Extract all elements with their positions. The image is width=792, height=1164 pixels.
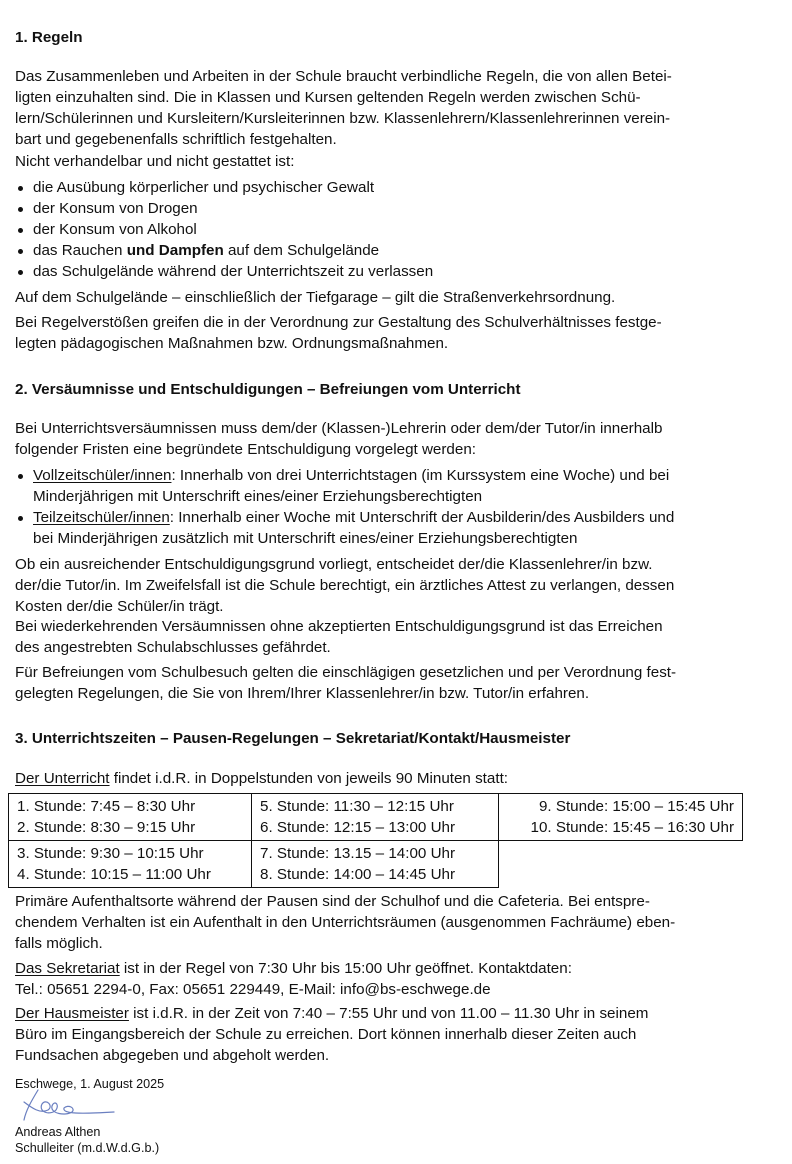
deadline-list xyxy=(15,465,755,549)
table-cell: 5. Stunde: 11:30 – 12:15 Uhr 6. Stunde: 12:15 – 13:00 Uhr xyxy=(252,794,499,841)
decision-text: Ob ein ausreichender Entschuldigungsgrund vorliegt, entscheidet der/die Klassenlehrer/in bzw. der/die Tutor/in. Im Zweifelsfall ist die Schule berechtigt, ein ärztliches Attest zu verlangen, dessen Kosten der/die Schüler/in trägt. xyxy=(15,556,675,615)
empty-cell xyxy=(499,841,743,888)
table-cell: 1. Stunde: 7:45 – 8:30 Uhr 2. Stunde: 8:30 – 9:15 Uhr xyxy=(9,794,252,841)
list-item: der Konsum von Drogen xyxy=(15,198,755,219)
table-row xyxy=(9,794,743,841)
section-1-heading: 1. Regeln xyxy=(15,29,83,46)
text-line: Das Zusammenleben und Arbeiten in der Schule braucht verbindliche Regeln, die von allen Betei- xyxy=(15,68,672,85)
table-cell: 7. Stunde: 13.15 – 14:00 Uhr 8. Stunde: 14:00 – 14:45 Uhr xyxy=(252,841,499,888)
table-row xyxy=(9,841,743,888)
traffic-rule-text: Auf dem Schulgelände – einschließlich der Tiefgarage – gilt die Straßenverkehrsordnung. xyxy=(15,289,616,306)
violations-text: Bei Regelverstößen greifen die in der Verordnung zur Gestaltung des Schulverhältnisses festge- legten pädagogischen Maßnahmen bzw. Ordnungsmaßnahmen. xyxy=(15,314,662,352)
signer-name: Andreas Althen xyxy=(15,1125,101,1139)
section-1-intro xyxy=(15,66,755,150)
office-contact: Tel.: 05651 2294-0, Fax: 05651 229449, E-Mail: info@bs-eschwege.de xyxy=(15,981,491,998)
list-item: der Konsum von Alkohol xyxy=(15,219,755,240)
section-3-heading: 3. Unterrichtszeiten – Pausen-Regelungen – Sekretariat/Kontakt/Hausmeister xyxy=(15,730,571,747)
signer-title: Schulleiter (m.d.W.d.G.b.) xyxy=(15,1141,160,1155)
text-line: lern/Schülerinnen und Kursleitern/Kursleiterinnen bzw. Klassenlehrern/Klassenlehrerinnen verein- xyxy=(15,110,671,127)
table-cell: 9. Stunde: 15:00 – 15:45 Uhr 10. Stunde: 15:45 – 16:30 Uhr xyxy=(499,794,743,841)
exemption-text: Für Befreiungen vom Schulbesuch gelten die einschlägigen gesetzlichen und per Verordnung fest- gelegten Regelungen, die Sie von Ihrem/Ihrer Klassenlehrer/in bzw. Tutor/in erfahren. xyxy=(15,664,677,702)
list-item: Teilzeitschüler/innen: Innerhalb einer Woche mit Unterschrift der Ausbilderin/des Ausbilders und bei Minderjährigen zusätzlich mit Unterschrift eines/einer Erziehungsberechtigten xyxy=(15,507,755,549)
table-cell: 3. Stunde: 9:30 – 10:15 Uhr 4. Stunde: 10:15 – 11:00 Uhr xyxy=(9,841,252,888)
not-allowed-list xyxy=(15,177,755,282)
not-allowed-label: Nicht verhandelbar und nicht gestattet ist: xyxy=(15,153,295,170)
signer-block xyxy=(15,1124,159,1156)
recurring-absence-text: Bei wiederkehrenden Versäumnissen ohne akzeptierten Entschuldigungsgrund ist das Erreichen des angestrebten Schulabschlusses gefährdet. xyxy=(15,618,663,656)
text-line: ligten einzuhalten sind. Die in Klassen und Kursen geltenden Regeln werden zwischen Schü- xyxy=(15,89,641,106)
list-item: die Ausübung körperlicher und psychischer Gewalt xyxy=(15,177,755,198)
office-text: Das Sekretariat ist in der Regel von 7:30 Uhr bis 15:00 Uhr geöffnet. Kontaktdaten: Tel.: 05651 2294-0, Fax: 05651 229449, E-Mail: info@bs-eschwege.de xyxy=(15,958,755,1000)
list-item: das Rauchen und Dampfen auf dem Schulgelände xyxy=(15,240,755,261)
section-2-intro: Bei Unterrichtsversäumnissen muss dem/der (Klassen-)Lehrerin oder dem/der Tutor/in innerhalb folgender Fristen eine begründete Entschuldigung vorgelegt werden: xyxy=(15,420,663,458)
list-item: das Schulgelände während der Unterrichtszeit zu verlassen xyxy=(15,261,755,282)
janitor-text: Der Hausmeister ist i.d.R. in der Zeit von 7:40 – 7:55 Uhr und von 11.00 – 11.30 Uhr in seinem Büro im Eingangsbereich der Schule zu erreichen. Dort können innerhalb dieser Zeiten auch Fundsachen abgegeben und abgeholt werden. xyxy=(15,1005,649,1064)
section-2-heading: 2. Versäumnisse und Entschuldigungen – Befreiungen vom Unterricht xyxy=(15,381,521,398)
list-item: Vollzeitschüler/innen: Innerhalb von drei Unterrichtstagen (im Kurssystem eine Woche) und bei Minderjährigen mit Unterschrift eines/einer Erziehungsberechtigten xyxy=(15,465,755,507)
text-line: bart und gegebenenfalls schriftlich festgehalten. xyxy=(15,131,337,148)
lesson-intro: Der Unterricht findet i.d.R. in Doppelstunden von jeweils 90 Minuten statt: xyxy=(15,770,509,787)
place-date: Eschwege, 1. August 2025 xyxy=(15,1077,165,1091)
lesson-times-table xyxy=(8,793,743,888)
breaks-text: Primäre Aufenthaltsorte während der Pausen sind der Schulhof und die Cafeteria. Bei entspre- chendem Verhalten ist ein Aufenthalt in den Unterrichtsräumen (ausgenommen Fachräume) eben- falls möglich. xyxy=(15,893,676,952)
